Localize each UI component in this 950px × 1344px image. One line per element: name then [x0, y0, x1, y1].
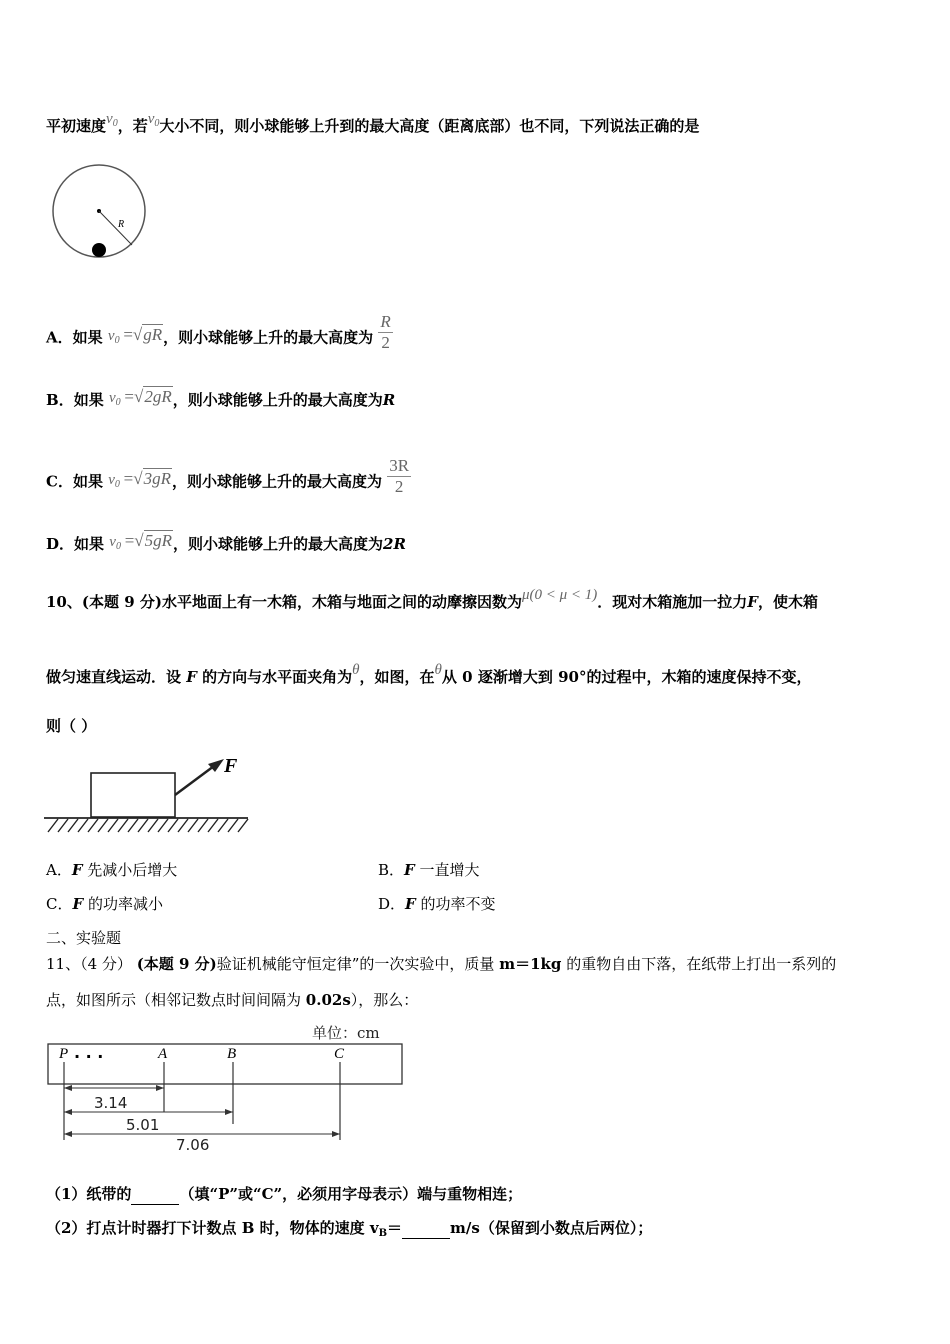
- dim-label-pb: 5.01: [126, 1116, 160, 1134]
- point-label-a: A: [158, 1046, 168, 1062]
- point-label-b: B: [227, 1046, 237, 1062]
- ground-hatching: [48, 819, 248, 832]
- point-label-c: C: [334, 1046, 345, 1062]
- q10-option-c[interactable]: C．F 的功率减小: [46, 895, 163, 913]
- q10-stem-line1: 10、(本题 9 分)水平地面上有一木箱，木箱与地面之间的动摩擦因数为μ(0 < μ < 1)．现对木箱施加一拉力F，使木箱: [46, 587, 818, 611]
- q10-stem-line3: 则（ ）: [46, 717, 97, 735]
- q11-stem-line1: 11、（4 分） (本题 9 分)验证机械能守恒定律”的一次实验中，质量 m＝1kg 的重物自由下落，在纸带上打出一系列的: [46, 955, 837, 973]
- q11-sub1: （1）纸带的 （填“P”或“C”，必须用字母表示）端与重物相连；: [46, 1185, 523, 1203]
- wooden-box: [91, 773, 175, 817]
- ball: [92, 243, 106, 257]
- point-label-p: P: [59, 1046, 69, 1062]
- answer-blank-1[interactable]: [131, 1184, 179, 1205]
- q11-stem-line2: 点，如图所示（相邻记数点时间间隔为 0.02s），那么：: [46, 991, 419, 1009]
- q9-option-d[interactable]: D．如果 $v_0 =√5gR$，则小球能够上升的最大高度为2R: [46, 531, 406, 553]
- q11-sub2: （2）打点计时器打下计数点 B 时，物体的速度 $v_B= m/s$（保留到小数点后两位）；: [46, 1219, 653, 1239]
- circle-track-figure: [48, 163, 152, 263]
- dim-label-pc: 7.06: [176, 1136, 210, 1152]
- q10-option-a[interactable]: A．F 先减小后增大: [46, 861, 178, 879]
- q10-option-b[interactable]: B．F 一直增大: [378, 861, 480, 879]
- radius-label: R: [118, 219, 125, 230]
- q9-option-b[interactable]: B．如果 $v_0 =√2gR$，则小球能够上升的最大高度为R: [46, 387, 396, 409]
- q9-stem: 平初速度$v_0$，若$v_0$大小不同，则小球能够上升到的最大高度（距离底部）也不同，下列说法正确的是: [46, 111, 700, 135]
- dim-label-pa: 3.14: [94, 1094, 128, 1112]
- q9-option-a[interactable]: A．如果 $v_0 =√gR$，则小球能够上升的最大高度为 $\frac{R}{2}$: [46, 312, 391, 352]
- unit-label: 单位：cm: [312, 1024, 380, 1042]
- q9-option-c[interactable]: C．如果 $v_0 =√3gR$，则小球能够上升的最大高度为 $\frac{3R}{2}$: [46, 456, 410, 496]
- section-heading: 二、实验题: [46, 929, 122, 947]
- box-force-figure: [44, 752, 250, 836]
- paper-tape-figure: [46, 1020, 406, 1152]
- tape-dots: · · ·: [74, 1047, 104, 1066]
- radius-line: [99, 211, 132, 245]
- q10-option-d[interactable]: D．F 的功率不变: [378, 895, 496, 913]
- q10-stem-line2: 做匀速直线运动．设 F 的方向与水平面夹角为θ，如图，在θ从 0 逐渐增大到 90°的过程中，木箱的速度保持不变，: [46, 662, 812, 686]
- force-arrow-shaft: [175, 766, 214, 795]
- force-label: F: [224, 755, 238, 777]
- answer-blank-2[interactable]: [402, 1218, 450, 1239]
